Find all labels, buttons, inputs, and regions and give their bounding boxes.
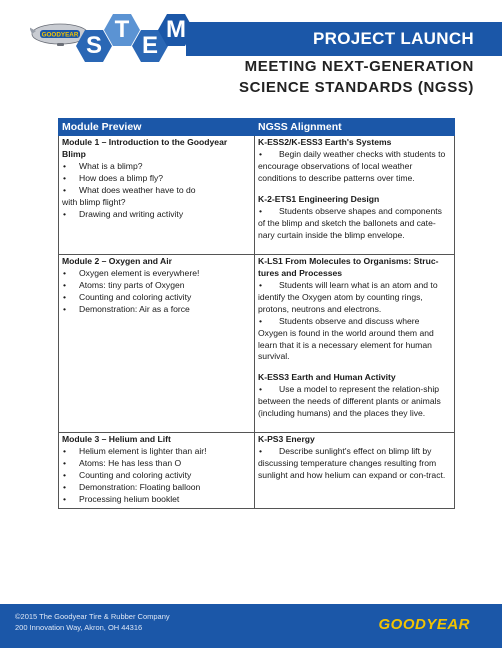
list-item: • Drawing and writing activity: [62, 209, 251, 221]
list-item: • Processing helium booklet: [62, 494, 251, 506]
address-text: 200 Innovation Way, Akron, OH 44316: [15, 622, 143, 632]
list-item: • Counting and coloring activity: [62, 470, 251, 482]
standard-code: K-ESS2/K-ESS3 Earth's Systems: [258, 137, 392, 148]
col-header-module-preview: Module Preview: [59, 119, 255, 136]
stem-letter-s: S: [85, 32, 102, 59]
table-header-row: [59, 119, 455, 136]
list-item: • What is a blimp?: [62, 161, 251, 173]
standard-item: • Students observe and discuss where Oxygen is found in the world around them and learn that it is a necessary element for human survival.: [258, 315, 434, 362]
standard-code: K-ESS3 Earth and Human Activity: [258, 372, 396, 383]
list-item: • Atoms: tiny parts of Oxygen: [62, 280, 251, 292]
standard-item: • Describe sunlight's effect on blimp lift by discussing temperature changes resulting from sunlight and how helium can expand or con-tract.: [258, 446, 446, 481]
footer-contact: [15, 612, 170, 634]
standard-item-text: Describe sunlight's effect on blimp lift by discussing temperature changes resulting from sunlight and how helium can expand or con-tract.: [258, 446, 446, 481]
standard-item: • Students will learn what is an atom and to identify the Oxygen atom by counting rings, protons, neutrons and electrons.: [258, 280, 438, 314]
standard-item-text: Use a model to represent the relation-ship between the needs of different plants or animals (including humans) and the places they live.: [258, 384, 441, 418]
standard-item: • Use a model to represent the relation-ship between the needs of different plants or animals (including humans) and the places they live.: [258, 384, 441, 418]
table-row: [59, 433, 455, 508]
standard-item-text: Students will learn what is an atom and to identify the Oxygen atom by counting rings, protons, neutrons and electrons.: [258, 280, 438, 314]
list-item: • Demonstration: Air as a force: [62, 304, 251, 316]
module-table: [58, 118, 455, 509]
subtitle-line-1: MEETING NEXT-GENERATION: [244, 58, 474, 75]
list-item: • Demonstration: Floating balloon: [62, 482, 251, 494]
module-bullet-list: [62, 209, 251, 221]
standard-item-text: Begin daily weather checks with students to encourage observations of local weather conditions to describe patterns over time.: [258, 149, 446, 184]
stem-letter-m: M: [166, 16, 186, 43]
col-header-ngss-alignment: NGSS Alignment: [255, 119, 455, 136]
page-title-bar: [186, 22, 502, 56]
header: [0, 0, 502, 62]
standard-code: K-2-ETS1 Engineering Design: [258, 193, 380, 204]
list-item: • How does a blimp fly?: [62, 173, 251, 185]
ngss-cell: [255, 433, 455, 508]
standard-code: K-PS3 Energy: [258, 434, 315, 445]
list-item: • Oxygen element is everywhere!: [62, 268, 251, 280]
list-item: • Atoms: He has less than O: [62, 458, 251, 470]
module-cell: [59, 136, 255, 255]
module-bullet-list: [62, 161, 251, 197]
page-title: PROJECT LAUNCH: [313, 29, 474, 48]
standard-item-text: Students observe and discuss where Oxygen is found in the world around them and learn that it is a necessary element for human survival.: [258, 315, 434, 362]
module-title: Module 1 – Introduction to the Goodyear Blimp: [62, 137, 228, 160]
module-bullet-list: [62, 446, 251, 505]
copyright-text: ©2015 The Goodyear Tire & Rubber Company: [15, 612, 170, 621]
standard-item-text: Students observe shapes and components of the blimp and sketch the ballonets and cate-nary curtain inside the blimp envelope.: [258, 205, 442, 240]
stem-letter-t: T: [114, 16, 130, 43]
list-item: • Helium element is lighter than air!: [62, 446, 251, 458]
module-title: Module 2 – Oxygen and Air: [62, 256, 172, 267]
module-cell: [59, 433, 255, 508]
module-title: Module 3 – Helium and Lift: [62, 434, 171, 445]
ngss-cell: [255, 255, 455, 433]
standard-item: • Students observe shapes and components of the blimp and sketch the ballonets and cate-nary curtain inside the blimp envelope.: [258, 205, 442, 240]
ngss-cell: [255, 136, 455, 255]
standard-item: • Begin daily weather checks with students to encourage observations of local weather conditions to describe patterns over time.: [258, 149, 446, 184]
footer: [0, 604, 502, 648]
subtitle-line-2: SCIENCE STANDARDS (NGSS): [239, 79, 474, 96]
list-item-continuation: with blimp flight?: [62, 196, 126, 207]
table-row: [59, 255, 455, 433]
blimp-logo-text: GOODYEAR: [41, 31, 79, 39]
stem-letter-e: E: [141, 32, 158, 59]
list-item: • Counting and coloring activity: [62, 292, 251, 304]
standard-code: K-LS1 From Molecules to Organisms: Struc-tures and Processes: [258, 256, 439, 279]
module-cell: [59, 255, 255, 433]
goodyear-wordmark-logo: GOODYEAR: [378, 616, 470, 633]
module-bullet-list: [62, 268, 251, 315]
list-item: • What does weather have to do: [62, 185, 251, 197]
table-row: [59, 136, 455, 255]
